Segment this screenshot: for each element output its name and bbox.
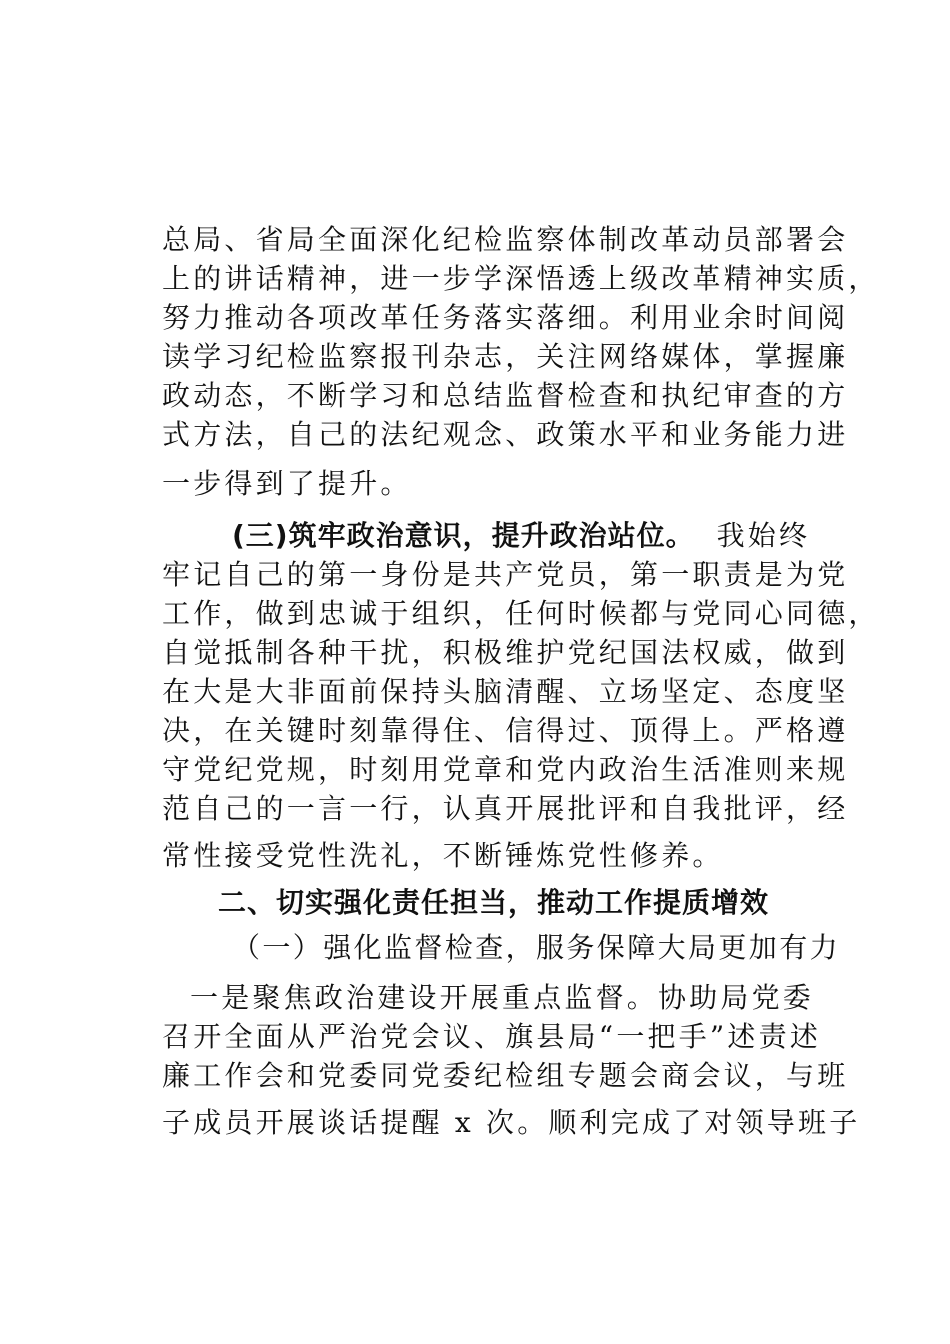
paragraph-line: 一步得到了提升。 — [162, 467, 412, 500]
paragraph-line: 决，在关键时刻靠得住、信得过、顶得上。严格遵 — [162, 714, 849, 747]
section-lead-text: 我始终 — [716, 519, 811, 552]
chapter-heading: 二、切实强化责任担当，推动工作提质增效 — [218, 886, 770, 919]
paragraph-line: 廉工作会和党委同党委纪检组专题会商会议，与班 — [162, 1059, 849, 1092]
paragraph-line: 召开全面从严治党会议、旗县局“一把手”述责述 — [162, 1020, 822, 1053]
paragraph-line: 常性接受党性洗礼，不断锤炼党性修养。 — [162, 839, 724, 872]
paragraph-line: 努力推动各项改革任务落实落细。利用业余时间阅 — [162, 301, 849, 334]
paragraph-line: 范自己的一言一行，认真开展批评和自我批评，经 — [162, 792, 849, 825]
section-heading: (三)筑牢政治意识，提升政治站位。 — [232, 519, 695, 552]
paragraph-line: 式方法，自己的法纪观念、政策水平和业务能力进 — [162, 418, 849, 451]
paragraph-line: 一是聚焦政治建设开展重点监督。协助局党委 — [190, 981, 815, 1014]
paragraph-line: 总局、省局全面深化纪检监察体制改革动员部署会 — [162, 223, 849, 256]
paragraph-line: 牢记自己的第一身份是共产党员，第一职责是为党 — [162, 558, 849, 591]
subsection-heading: （一）强化监督检查，服务保障大局更加有力 — [232, 931, 841, 964]
paragraph-line: 守党纪党规，时刻用党章和党内政治生活准则来规 — [162, 753, 849, 786]
paragraph-line: 读学习纪检监察报刊杂志，关注网络媒体，掌握廉 — [162, 340, 849, 373]
paragraph-line: 自觉抵制各种干扰，积极维护党纪国法权威，做到 — [162, 636, 849, 669]
paragraph-line: 子成员开展谈话提醒 x 次。顺利完成了对领导班子 — [162, 1106, 861, 1139]
section-heading-line — [232, 518, 811, 554]
paragraph-line: 工作，做到忠诚于组织，任何时候都与党同心同德， — [162, 597, 880, 630]
paragraph-line: 政动态，不断学习和总结监督检查和执纪审查的方 — [162, 379, 849, 412]
paragraph-line: 上的讲话精神，进一步学深悟透上级改革精神实质， — [162, 262, 880, 295]
paragraph-line: 在大是大非面前保持头脑清醒、立场坚定、态度坚 — [162, 675, 849, 708]
